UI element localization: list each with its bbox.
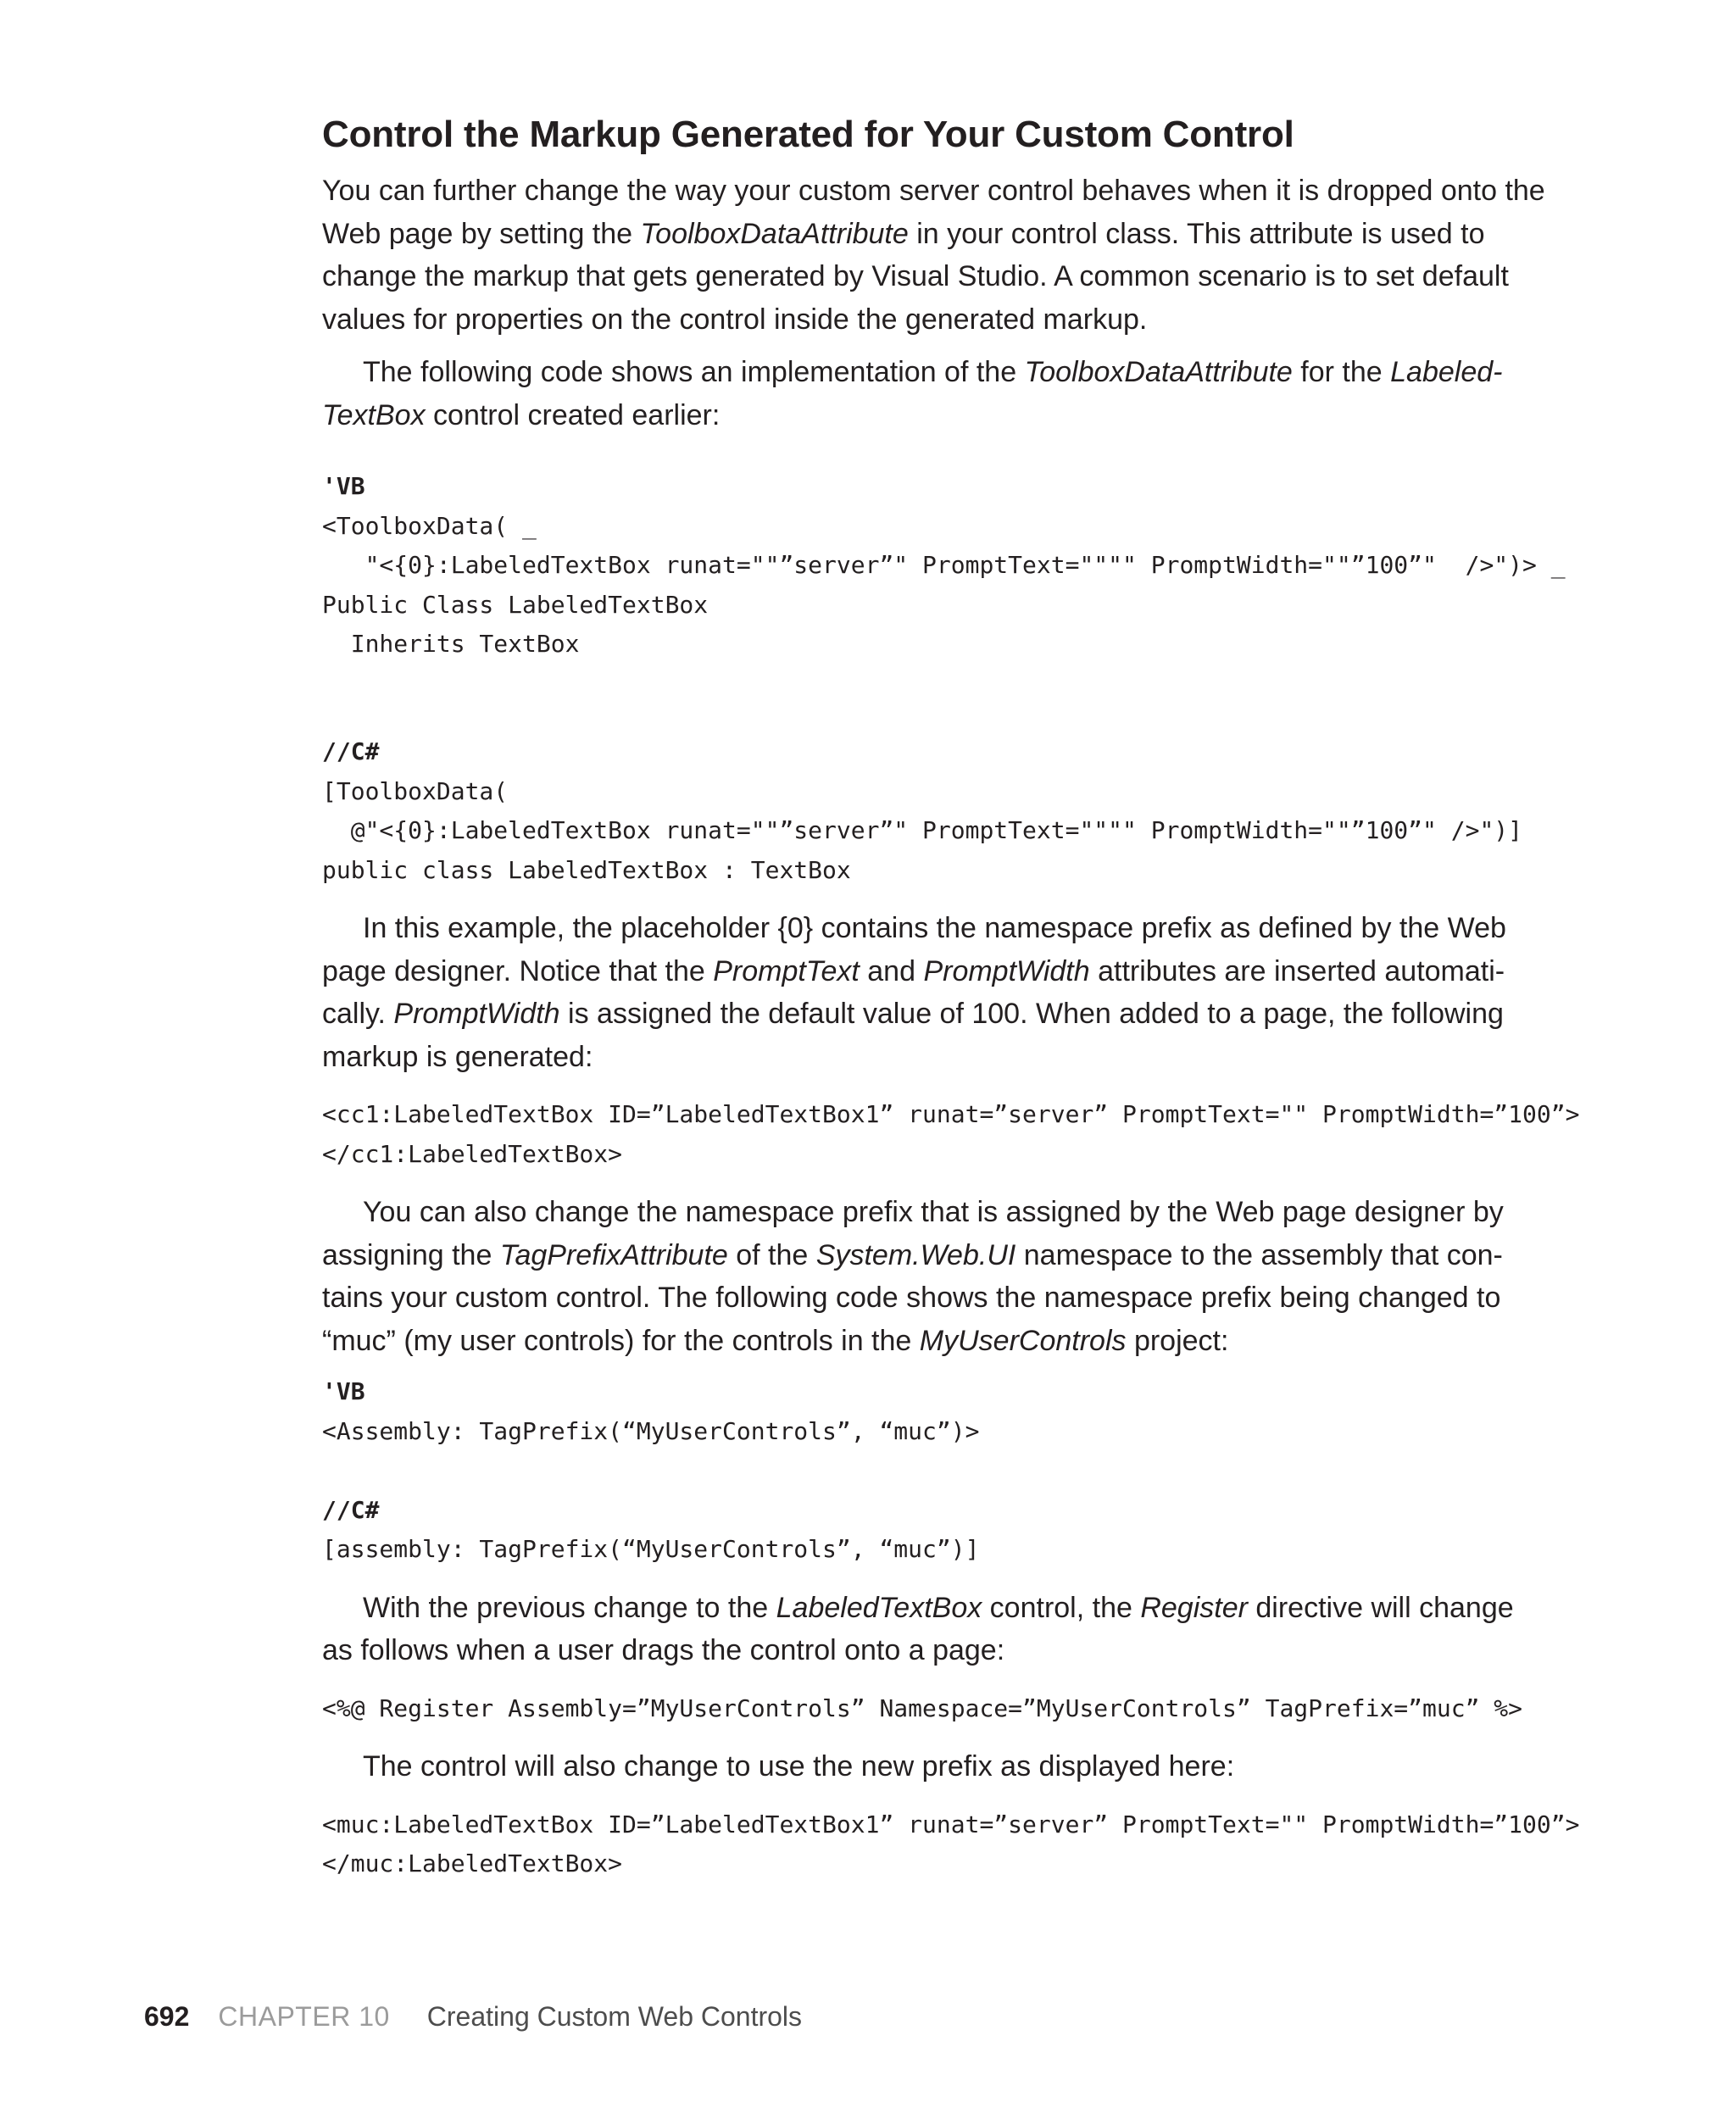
text-run: You can further change the way your custom server control behaves when it is dropped onto the Web page by setting the bbox=[322, 175, 1545, 250]
code-block-generated-markup bbox=[322, 1095, 1580, 1174]
text-run: in your control class. This attribute is used to change the markup that gets generated by Visual Studio. A common scenario is to set default values for properties on the control inside the generated markup. bbox=[322, 217, 1509, 336]
chapter-title: Creating Custom Web Controls bbox=[426, 2001, 803, 2032]
text-run: directive will change as follows when a user drags the control onto a page: bbox=[322, 1591, 1514, 1666]
code-line: [assembly: TagPrefix(“MyUserControls”, “muc”)] bbox=[322, 1535, 980, 1563]
paragraph-new-prefix bbox=[322, 1745, 1551, 1788]
code-line: [ToolboxData( bbox=[322, 776, 509, 805]
code-block-register bbox=[322, 1689, 1551, 1729]
code-line: "<{0}:LabeledTextBox runat=""”server”" PromptText="""" PromptWidth=""”100”" />")> _ bbox=[322, 551, 1566, 579]
text-run: of the bbox=[727, 1238, 816, 1271]
italic-term: PromptText bbox=[713, 954, 860, 987]
text-run: control, the bbox=[982, 1591, 1141, 1624]
paragraph-code-intro bbox=[322, 351, 1551, 437]
italic-term: TagPrefixAttribute bbox=[499, 1238, 728, 1271]
paragraph-register-directive bbox=[322, 1587, 1551, 1672]
code-line: <muc:LabeledTextBox ID=”LabeledTextBox1” runat=”server” PromptText="" PromptWidth=”100”> bbox=[322, 1810, 1580, 1838]
paragraph-intro bbox=[322, 170, 1551, 341]
text-run: is assigned the default value of 100. When added to a page, the following markup is generated: bbox=[322, 998, 1504, 1073]
text-run: for the bbox=[1292, 356, 1391, 388]
italic-term: Register bbox=[1140, 1591, 1248, 1624]
code-block-tagprefix bbox=[322, 1372, 1551, 1570]
code-line: @"<{0}:LabeledTextBox runat=""”server”" PromptText="""" PromptWidth=""”100”" />")] bbox=[322, 816, 1523, 844]
code-line: </cc1:LabeledTextBox> bbox=[322, 1139, 623, 1168]
code-line: Public Class LabeledTextBox bbox=[322, 590, 709, 619]
page-number: 692 bbox=[144, 2001, 190, 2032]
code-line: Inherits TextBox bbox=[322, 630, 580, 658]
italic-term: ToolboxDataAttribute bbox=[1024, 356, 1293, 388]
code-language-label: 'VB bbox=[322, 1377, 365, 1405]
page-footer bbox=[144, 1999, 802, 2033]
code-block-toolboxdata bbox=[322, 467, 1566, 890]
italic-term: ToolboxDataAttribute bbox=[640, 217, 909, 250]
code-line: <Assembly: TagPrefix(“MyUserControls”, “muc”)> bbox=[322, 1416, 980, 1445]
code-language-label: //C# bbox=[322, 737, 380, 765]
text-run: and bbox=[859, 954, 924, 987]
paragraph-placeholder-explanation bbox=[322, 907, 1551, 1078]
text-run: project: bbox=[1126, 1324, 1229, 1357]
paragraph-tagprefix bbox=[322, 1191, 1551, 1362]
text-run: attributes are inserted automati-cally. bbox=[322, 954, 1505, 1030]
italic-term: MyUserControls bbox=[919, 1324, 1127, 1357]
section-heading: Control the Markup Generated for Your Custom Control bbox=[322, 114, 1294, 155]
code-language-label: 'VB bbox=[322, 472, 365, 500]
text-run: In this example, the placeholder {0} contains the namespace prefix as defined by the Web page designer. Notice that the bbox=[322, 912, 1506, 987]
italic-term: PromptWidth bbox=[923, 954, 1090, 987]
text-run: With the previous change to the bbox=[363, 1591, 776, 1624]
italic-term: System.Web.UI bbox=[815, 1238, 1016, 1271]
text-run: namespace to the assembly that con-tains your custom control. The following code shows the namespace prefix being changed to “muc” (my user controls) for the controls in the bbox=[322, 1238, 1503, 1357]
code-line: <ToolboxData( _ bbox=[322, 511, 537, 540]
code-line: <cc1:LabeledTextBox ID=”LabeledTextBox1” runat=”server” PromptText="" PromptWidth=”100”> bbox=[322, 1100, 1580, 1128]
code-block-muc-markup bbox=[322, 1805, 1580, 1884]
italic-term: PromptWidth bbox=[393, 998, 560, 1030]
code-line: </muc:LabeledTextBox> bbox=[322, 1849, 623, 1877]
text-run: The control will also change to use the new prefix as displayed here: bbox=[363, 1750, 1235, 1783]
text-run: The following code shows an implementation of the bbox=[363, 356, 1025, 388]
page-content bbox=[322, 108, 1580, 1884]
code-language-label: //C# bbox=[322, 1495, 380, 1524]
code-line: <%@ Register Assembly=”MyUserControls” Namespace=”MyUserControls” TagPrefix=”muc” %> bbox=[322, 1694, 1523, 1722]
text-run: You can also change the namespace prefix that is assigned by the Web page designer by assigning the bbox=[322, 1196, 1504, 1271]
italic-term: Labeled-TextBox bbox=[322, 356, 1503, 431]
chapter-label: CHAPTER 10 bbox=[218, 2001, 390, 2032]
text-run: control created earlier: bbox=[425, 398, 721, 431]
italic-term: LabeledTextBox bbox=[776, 1591, 982, 1624]
code-line: public class LabeledTextBox : TextBox bbox=[322, 855, 851, 884]
